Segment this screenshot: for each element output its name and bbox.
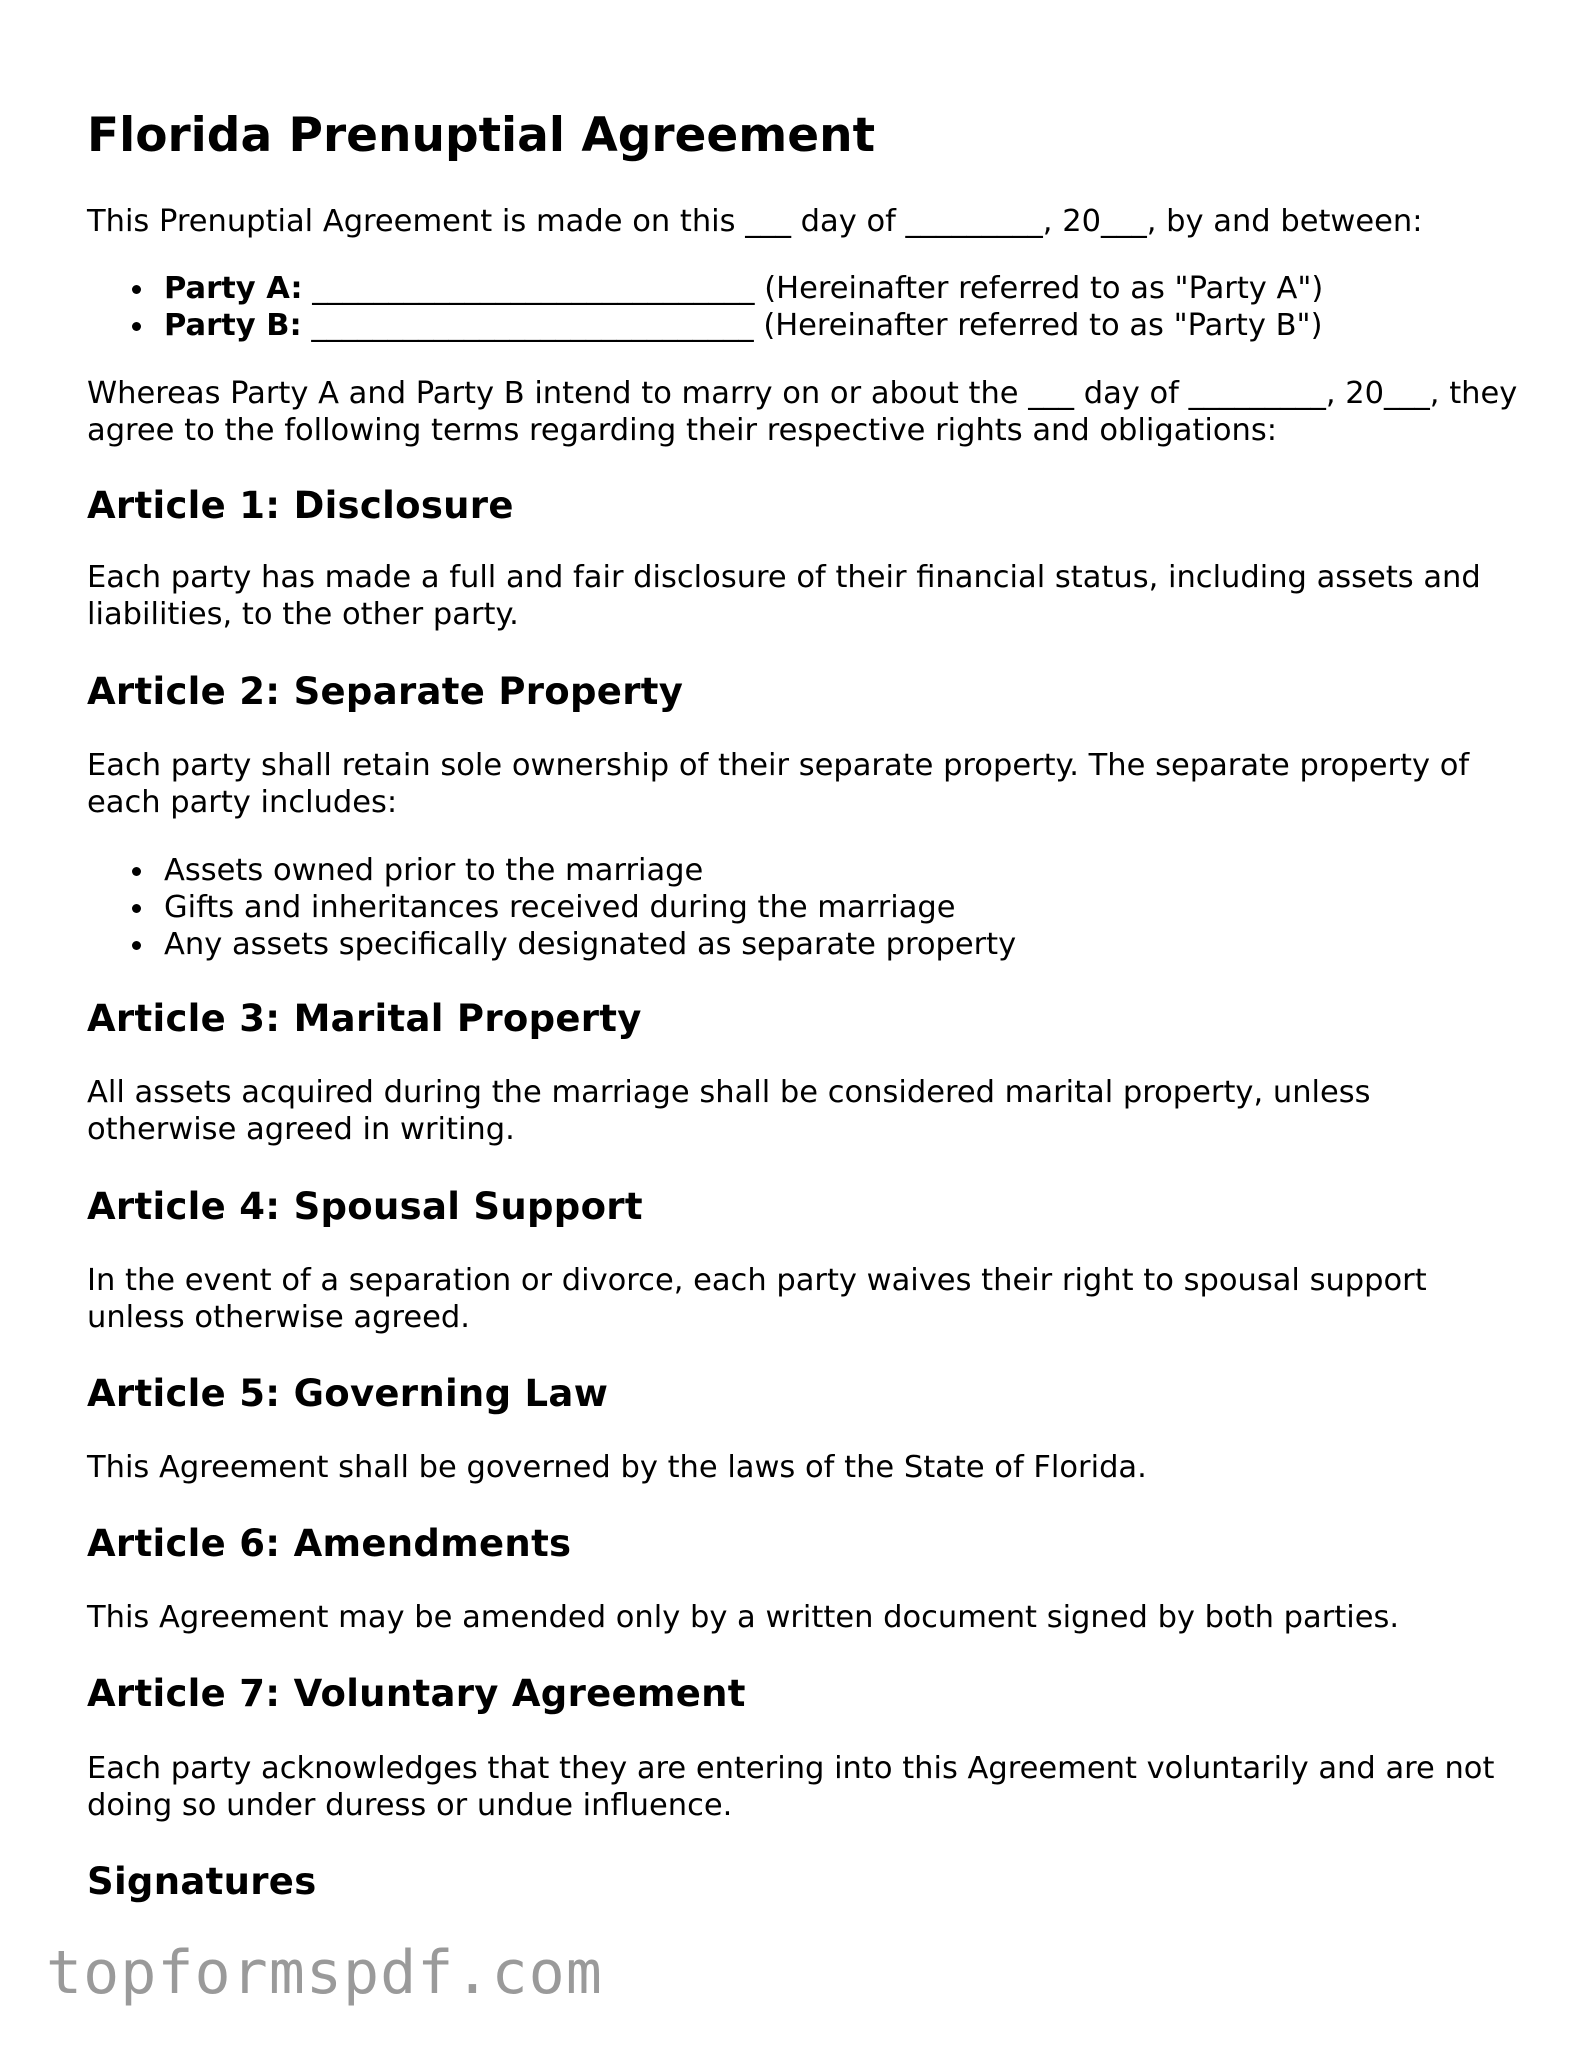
article-2-heading: Article 2: Separate Property <box>87 670 684 713</box>
party-b-label: Party B: <box>164 308 302 343</box>
watermark-text: topformspdf.com <box>46 1938 603 2008</box>
document-title: Florida Prenuptial Agreement <box>87 108 876 163</box>
list-item <box>87 270 1323 307</box>
list-item: Gifts and inheritances received during the marriage <box>87 889 1016 926</box>
whereas-paragraph: Whereas Party A and Party B intend to marry on or about the ___ day of _________, 20___, they agree to the following terms regarding their respective rights and obligations: <box>87 376 1518 448</box>
separate-property-list <box>87 852 1016 963</box>
article-3-heading: Article 3: Marital Property <box>87 997 642 1040</box>
article-3-body: All assets acquired during the marriage shall be considered marital property, unless otherwise agreed in writing. <box>87 1075 1371 1147</box>
article-1-heading: Article 1: Disclosure <box>87 484 514 527</box>
article-6-body: This Agreement may be amended only by a written document signed by both parties. <box>87 1600 1400 1635</box>
article-4-body: In the event of a separation or divorce, each party waives their right to spousal support unless otherwise agreed. <box>87 1263 1427 1335</box>
list-item: Any assets specifically designated as separate property <box>87 926 1016 963</box>
party-b-text: _____________________________ (Hereinafter referred to as "Party B") <box>301 308 1323 343</box>
article-1-body: Each party has made a full and fair disclosure of their financial status, including assets and liabilities, to the other party. <box>87 560 1481 632</box>
article-4-heading: Article 4: Spousal Support <box>87 1185 643 1228</box>
list-item: Assets owned prior to the marriage <box>87 852 1016 889</box>
article-5-heading: Article 5: Governing Law <box>87 1372 609 1415</box>
article-7-body: Each party acknowledges that they are entering into this Agreement voluntarily and are not doing so under duress or undue influence. <box>87 1751 1495 1823</box>
party-a-label: Party A: <box>164 271 303 306</box>
article-7-heading: Article 7: Voluntary Agreement <box>87 1672 746 1715</box>
intro-paragraph: This Prenuptial Agreement is made on this ___ day of _________, 20___, by and between: <box>87 204 1423 239</box>
article-2-body: Each party shall retain sole ownership of their separate property. The separate property of each party includes: <box>87 748 1470 820</box>
signatures-heading: Signatures <box>87 1860 317 1903</box>
party-a-text: _____________________________ (Hereinafter referred to as "Party A") <box>302 271 1324 306</box>
article-6-heading: Article 6: Amendments <box>87 1522 572 1565</box>
article-5-body: This Agreement shall be governed by the laws of the State of Florida. <box>87 1450 1147 1485</box>
parties-list <box>87 270 1323 344</box>
list-item <box>87 307 1323 344</box>
